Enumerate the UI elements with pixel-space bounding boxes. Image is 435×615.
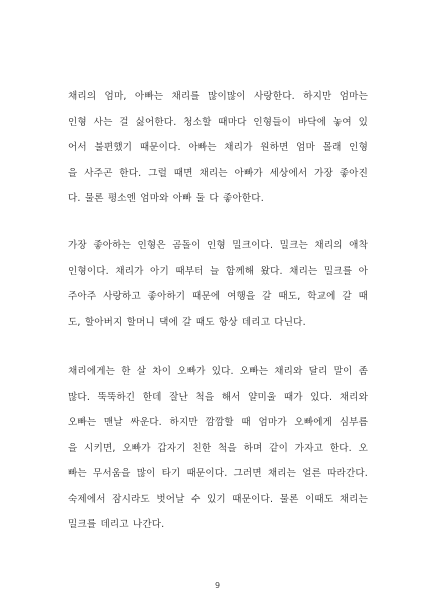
paragraph-line: 빠는 무서움을 많이 타기 때문이다. 그러면 채리는 얼른 따라간다. [68,468,368,479]
paragraph-2 [68,233,368,335]
paragraph-3 [68,359,368,538]
paragraph-line: 채리의 엄마, 아빠는 채리를 많이많이 사랑한다. 하지만 엄마는 [68,91,368,102]
paragraph-line: 숙제에서 잠시라도 벗어날 수 있기 때문이다. 물론 이때도 채리는 [68,493,368,505]
paragraph-line: 가장 좋아하는 인형은 곰돌이 인형 밀크이다. 밀크는 채리의 애착 [68,240,368,251]
paragraph-line: 채리에게는 한 살 차이 오빠가 있다. 오빠는 채리와 달리 말이 좀 [68,366,368,377]
paragraph-line: 어서 불편했기 때문이다. 아빠는 채리가 원하면 엄마 몰래 인형 [68,142,368,153]
paragraph-line: 도, 할아버지 할머니 댁에 갈 때도 항상 데리고 다닌다. [68,316,306,328]
paragraph-line: 오빠는 맨날 싸운다. 하지만 깜깜할 때 엄마가 오빠에게 심부름 [68,417,368,428]
paragraph-line: 인형 사는 걸 싫어한다. 청소할 때마다 인형들이 바닥에 놓여 있 [68,116,368,128]
paragraph-line: 을 시키면, 오빠가 갑자기 친한 척을 하며 같이 가자고 한다. 오 [68,442,368,454]
paragraph-line: 인형이다. 채리가 아기 때부터 늘 함께해 왔다. 채리는 밀크를 아 [68,265,368,277]
paragraph-line: 주아주 사랑하고 좋아하기 때문에 여행을 갈 때도, 학교에 갈 때 [68,291,368,302]
paragraph-line: 을 사주곤 한다. 그럴 때면 채리는 아빠가 세상에서 가장 좋아진 [68,167,368,179]
paragraph-line: 밀크를 데리고 나간다. [68,519,165,530]
paragraph-1 [68,84,368,212]
paragraph-line: 다. 물론 평소엔 엄마와 아빠 둘 다 좋아한다. [68,193,264,204]
paragraph-line: 많다. 뚝뚝하긴 한데 잘난 척을 해서 얄미울 때가 있다. 채리와 [68,391,368,403]
page-number: 9 [214,581,221,590]
